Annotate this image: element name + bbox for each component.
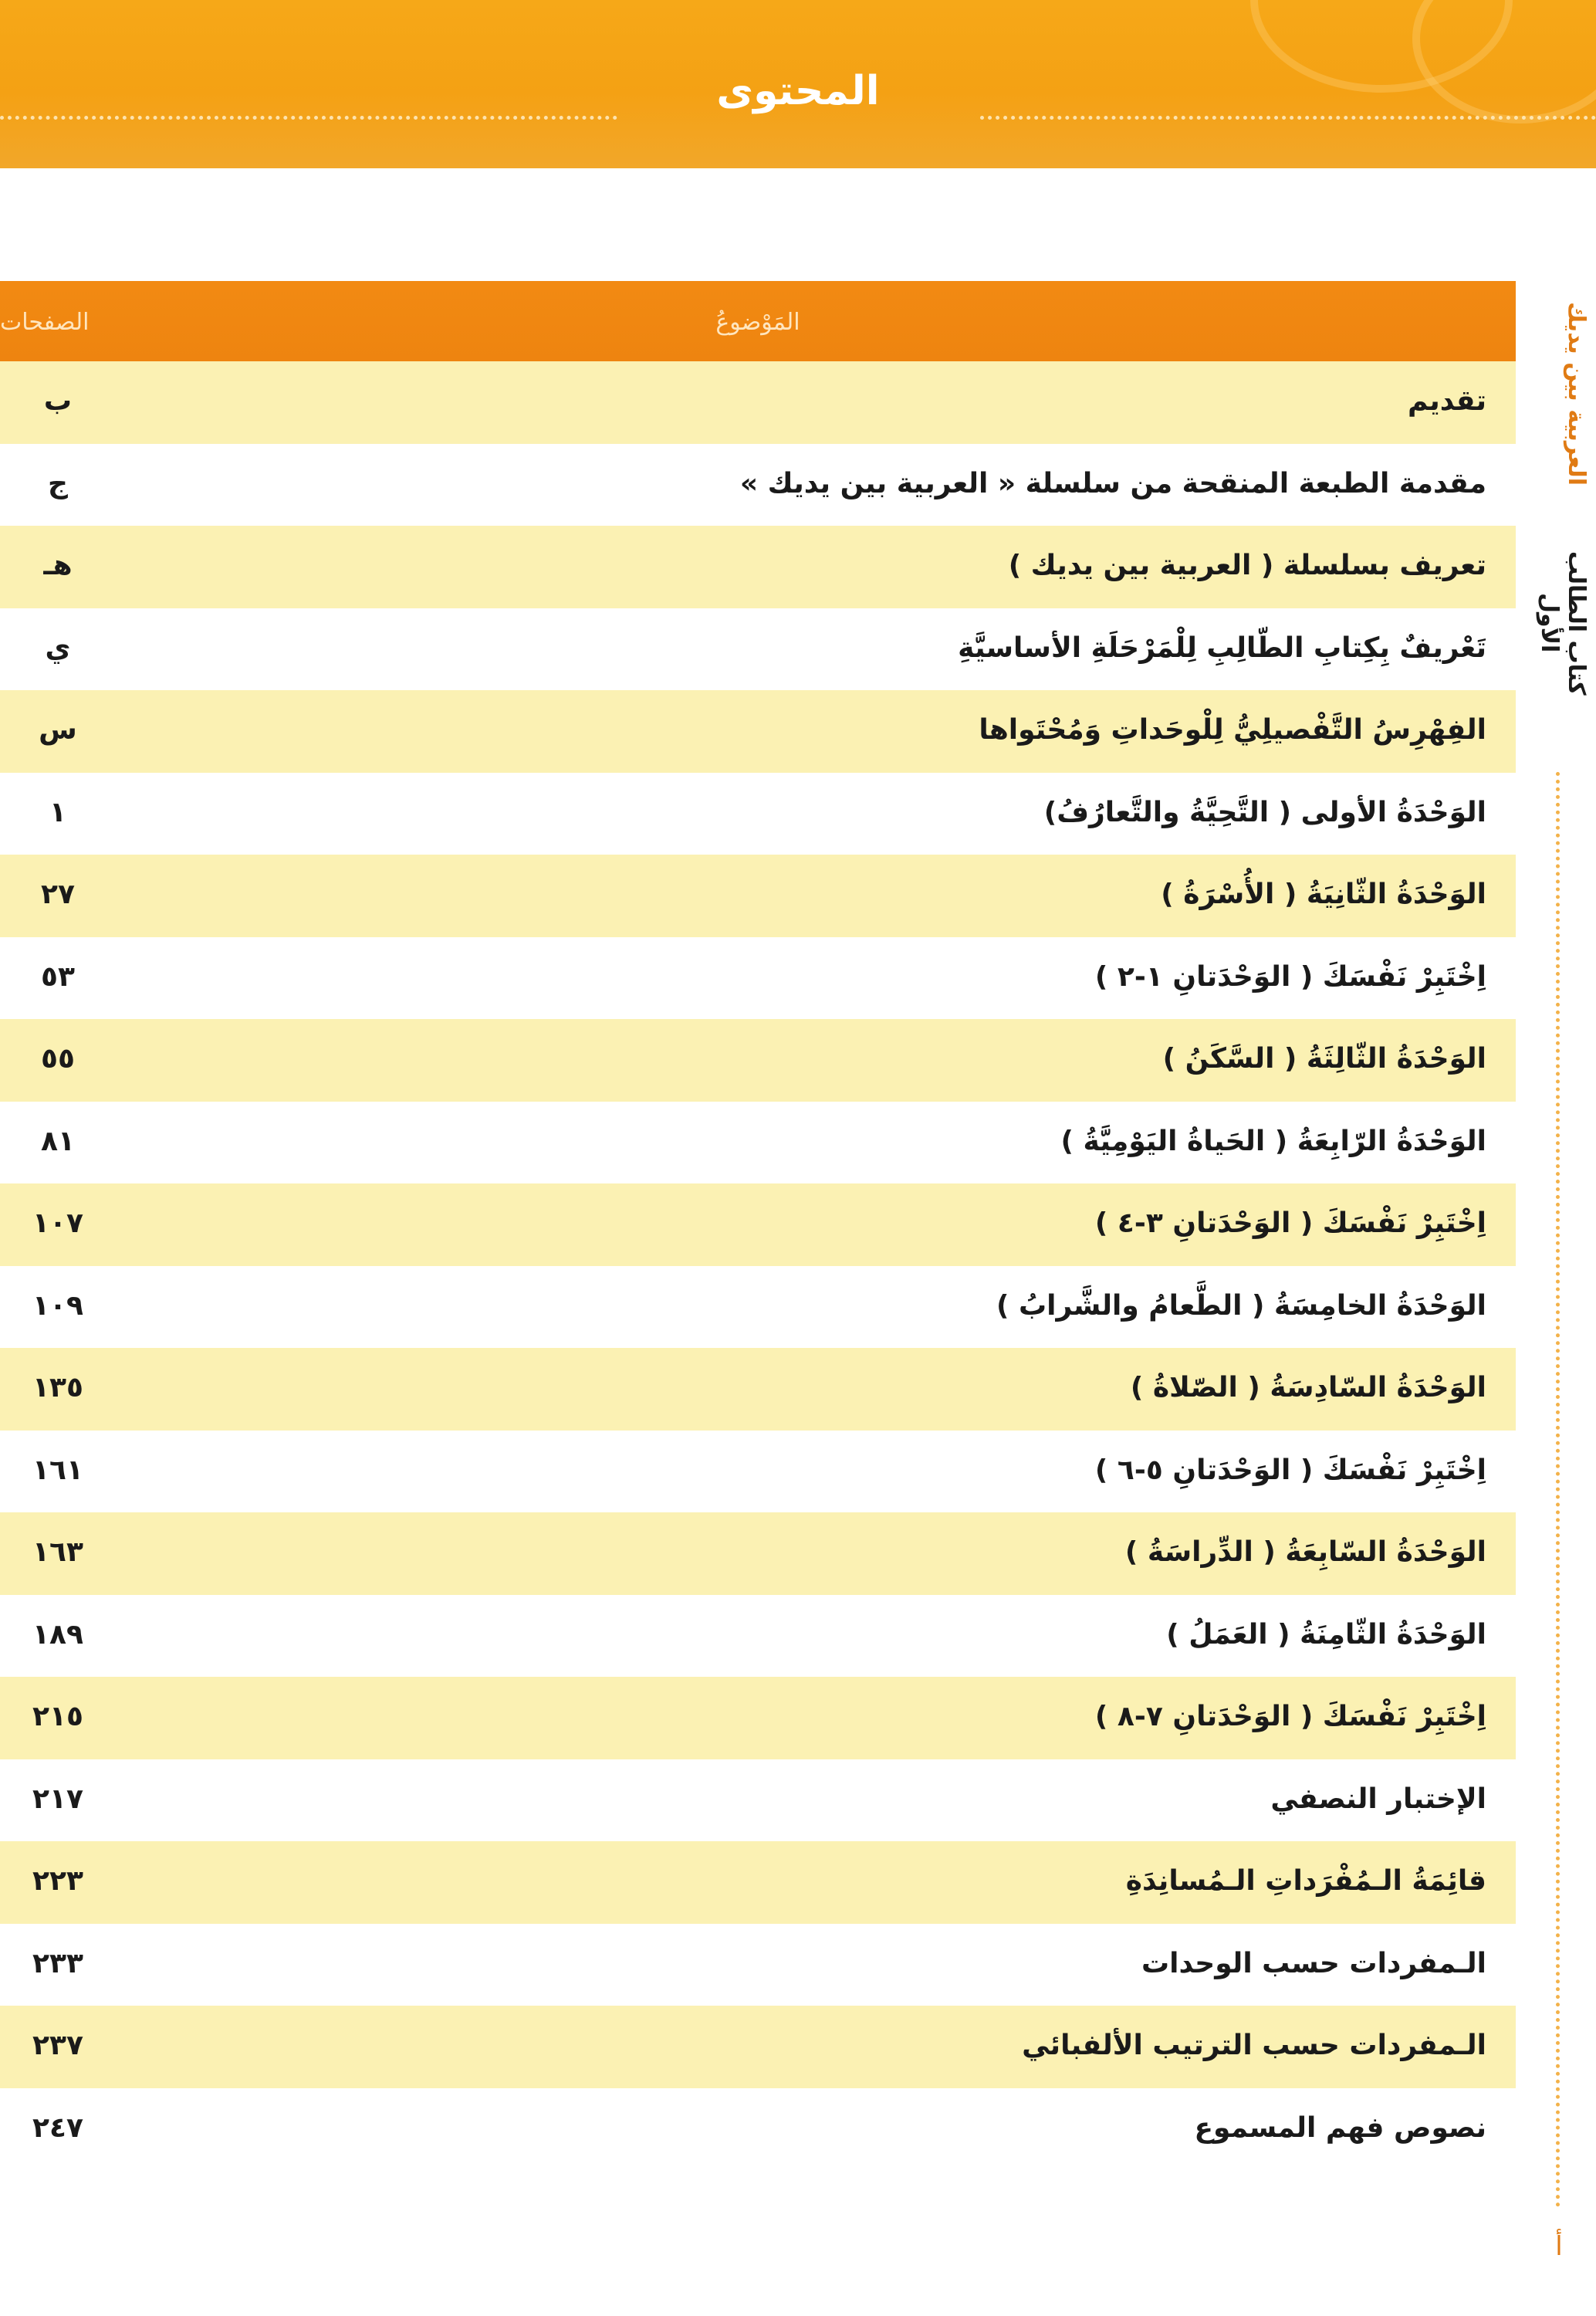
- row-topic: نصوص فهم المسموع: [1194, 2111, 1486, 2144]
- row-topic: الوَحْدَةُ السّادِسَةُ ( الصّلاةُ ): [1130, 1372, 1486, 1403]
- row-topic: الوَحْدَةُ الرّابِعَةُ ( الحَياةُ اليَوْمِيَّةُ ): [1060, 1125, 1486, 1157]
- row-page: ١٨٩: [32, 1618, 83, 1651]
- table-row[interactable]: [0, 444, 1516, 527]
- table-body: [0, 361, 1516, 2170]
- row-page: س: [39, 714, 77, 746]
- row-page: ي: [45, 631, 71, 664]
- table-row[interactable]: [0, 1677, 1516, 1759]
- row-page: ج: [48, 467, 68, 499]
- row-topic: تَعْريفٌ بِكِتابِ الطّالِبِ لِلْمَرْحَلَةِ الأساسيَّةِ: [958, 631, 1486, 664]
- row-topic: اِخْتَبِرْ نَفْسَكَ ( الوَحْدَتانِ ٧-٨ ): [1094, 1701, 1486, 1732]
- table-row[interactable]: [0, 690, 1516, 773]
- row-topic: الوَحْدَةُ السّابِعَةُ ( الدِّراسَةُ ): [1124, 1536, 1486, 1568]
- row-page: ٢٣٧: [32, 2030, 83, 2061]
- table-row[interactable]: [0, 608, 1516, 691]
- header-banner: [0, 0, 1596, 168]
- column-header-pages: الصفحات: [0, 309, 90, 336]
- row-topic: تقديم: [1408, 385, 1486, 417]
- row-topic: الوَحْدَةُ الثّانِيَةُ ( الأُسْرَةُ ): [1161, 879, 1486, 910]
- table-row[interactable]: [0, 1841, 1516, 1924]
- table-row[interactable]: [0, 1102, 1516, 1184]
- table-row[interactable]: [0, 1924, 1516, 2006]
- row-page: ٨١: [41, 1125, 75, 1157]
- row-page: ٢١٥: [32, 1701, 83, 1732]
- row-topic: اِخْتَبِرْ نَفْسَكَ ( الوَحْدَتانِ ٣-٤ ): [1094, 1207, 1486, 1239]
- table-row[interactable]: [0, 361, 1516, 444]
- row-topic: اِخْتَبِرْ نَفْسَكَ ( الوَحْدَتانِ ٥-٦ ): [1094, 1454, 1486, 1486]
- row-topic: اِخْتَبِرْ نَفْسَكَ ( الوَحْدَتانِ ١-٢ ): [1094, 960, 1486, 993]
- page-title: المحتوى: [716, 68, 880, 114]
- row-topic: قائِمَةُ الـمُفْرَداتِ الـمُسانِدَةِ: [1125, 1865, 1486, 1897]
- row-topic: الـمفردات حسب الوحدات: [1141, 1947, 1486, 1979]
- table-row[interactable]: [0, 937, 1516, 1020]
- book-name: كتاب الطالب الأول: [1536, 550, 1590, 696]
- row-page: ٢٣٣: [32, 1947, 83, 1979]
- series-name: العربية بين يديك: [1563, 301, 1590, 486]
- row-page: ١٦١: [32, 1454, 83, 1486]
- contents-table: [0, 281, 1516, 2170]
- table-row[interactable]: [0, 855, 1516, 937]
- row-page: ١: [49, 796, 66, 828]
- banner-dotted-rule-right: [980, 116, 1596, 120]
- row-page: ٥٣: [41, 960, 75, 993]
- row-topic: تعريف بسلسلة ( العربية بين يديك ): [1008, 550, 1486, 581]
- row-topic: الوَحْدَةُ الأولى ( التَّحِيَّةُ والتَّعارُفُ): [1043, 796, 1486, 828]
- row-topic: الوَحْدَةُ الخامِسَةُ ( الطَّعامُ والشَّرابُ ): [996, 1289, 1486, 1322]
- table-row[interactable]: [0, 526, 1516, 608]
- row-page: ب: [43, 385, 73, 417]
- table-row[interactable]: [0, 1348, 1516, 1431]
- row-page: ١٠٧: [32, 1207, 83, 1239]
- banner-dotted-rule-left: [0, 116, 617, 120]
- row-page: ٢٤٧: [32, 2111, 83, 2144]
- table-header: [0, 281, 1516, 361]
- table-row[interactable]: [0, 1595, 1516, 1678]
- row-page: ١٦٣: [32, 1536, 83, 1568]
- table-row[interactable]: [0, 2006, 1516, 2088]
- row-page: ٢١٧: [32, 1783, 83, 1815]
- row-page: ٥٥: [41, 1043, 75, 1075]
- row-topic: الإختبار النصفي: [1270, 1783, 1486, 1815]
- row-topic: الفِهْرِسُ التَّفْصيلِيُّ لِلْوحَداتِ وَمُحْتَواها: [979, 714, 1486, 746]
- row-page: ١٣٥: [32, 1372, 83, 1403]
- column-header-topic: المَوْضوعُ: [715, 309, 800, 336]
- table-row[interactable]: [0, 773, 1516, 855]
- table-row[interactable]: [0, 1431, 1516, 1513]
- row-page: ٢٧: [41, 879, 75, 910]
- row-page: ١٠٩: [32, 1289, 83, 1322]
- table-row[interactable]: [0, 1512, 1516, 1595]
- row-page: هـ: [43, 550, 73, 581]
- row-topic: الوَحْدَةُ الثّامِنَةُ ( العَمَلُ ): [1166, 1618, 1486, 1651]
- table-row[interactable]: [0, 1183, 1516, 1266]
- page-number: أ: [1555, 2231, 1563, 2262]
- row-topic: الوَحْدَةُ الثّالِثَةُ ( السَّكَنُ ): [1162, 1043, 1486, 1075]
- row-page: ٢٢٣: [32, 1865, 83, 1897]
- table-row[interactable]: [0, 2088, 1516, 2171]
- table-row[interactable]: [0, 1266, 1516, 1349]
- table-row[interactable]: [0, 1759, 1516, 1842]
- row-topic: مقدمة الطبعة المنقحة من سلسلة « العربية بين يديك »: [739, 467, 1486, 499]
- table-row[interactable]: [0, 1019, 1516, 1102]
- row-topic: الـمفردات حسب الترتيب الألفبائي: [1022, 2030, 1486, 2061]
- side-dotted-rule: [1556, 772, 1560, 2208]
